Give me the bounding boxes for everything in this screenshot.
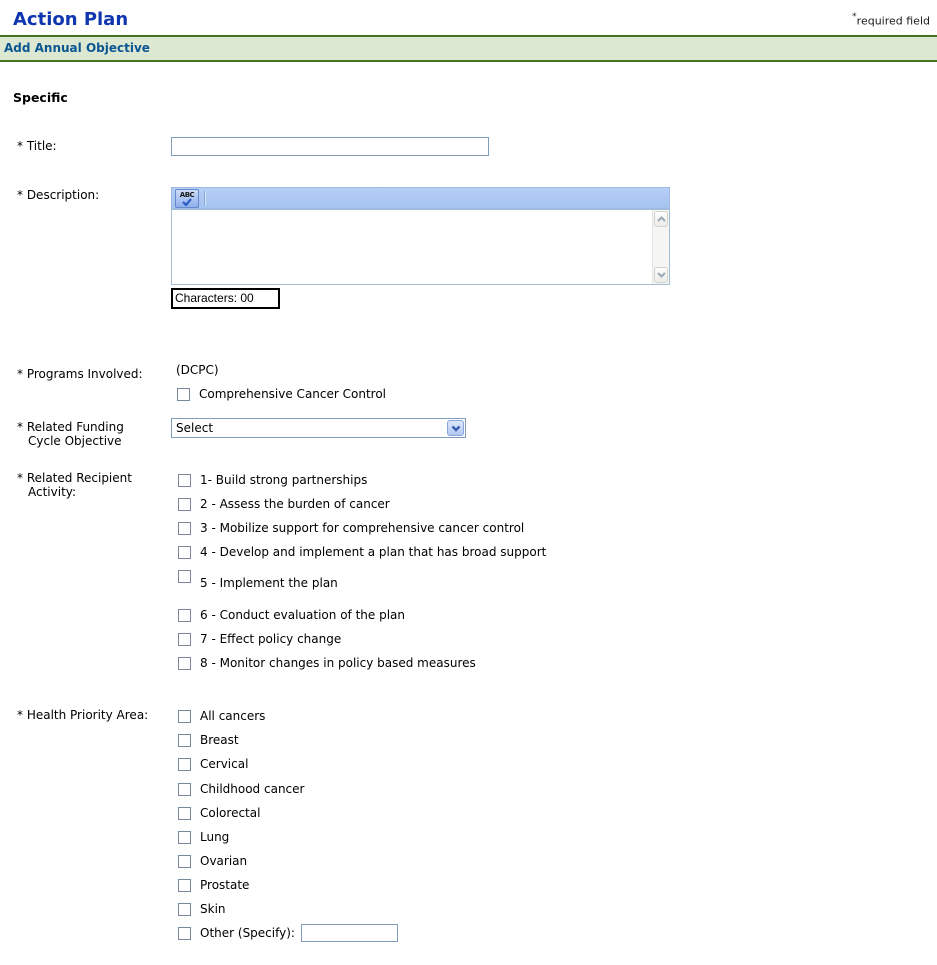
checkbox[interactable] bbox=[178, 474, 191, 487]
chevron-down-icon bbox=[657, 272, 666, 278]
toolbar-separator bbox=[204, 191, 205, 206]
related-recipient-label-line2: Activity: bbox=[28, 485, 77, 499]
spellcheck-button[interactable] bbox=[175, 189, 199, 208]
checkbox-label: Breast bbox=[200, 733, 239, 747]
title-input[interactable] bbox=[171, 137, 489, 156]
checkbox-label: 2 - Assess the burden of cancer bbox=[200, 497, 390, 511]
priority-option-all-cancers bbox=[178, 709, 265, 723]
checkbox-label: 7 - Effect policy change bbox=[200, 632, 342, 646]
specific-heading: Specific bbox=[13, 90, 68, 105]
related-funding-label-line2: Cycle Objective bbox=[28, 434, 122, 448]
priority-option-cervical bbox=[178, 757, 248, 771]
other-specify-input[interactable] bbox=[301, 924, 398, 942]
priority-option-childhood-cancer bbox=[178, 782, 304, 796]
description-editor bbox=[171, 209, 670, 285]
description-textarea[interactable] bbox=[172, 210, 652, 284]
checkbox-label: Cervical bbox=[200, 757, 249, 771]
checkbox-label: 1- Build strong partnerships bbox=[200, 473, 368, 487]
activity-option-4 bbox=[178, 545, 546, 559]
checkbox[interactable] bbox=[178, 734, 191, 747]
title-label: * Title: bbox=[17, 139, 57, 153]
priority-option-lung bbox=[178, 830, 229, 844]
select-value: Select bbox=[176, 421, 214, 435]
checkbox[interactable] bbox=[177, 388, 190, 401]
checkmark-icon bbox=[182, 198, 192, 206]
chevron-up-icon bbox=[657, 216, 666, 222]
activity-option-1 bbox=[178, 473, 367, 487]
priority-option-ovarian bbox=[178, 854, 247, 868]
editor-scrollbar[interactable] bbox=[652, 210, 669, 284]
activity-option-5 bbox=[178, 570, 338, 590]
checkbox-label: Comprehensive Cancer Control bbox=[199, 387, 387, 401]
checkbox-label: 4 - Develop and implement a plan that has broad support bbox=[200, 545, 547, 559]
checkbox[interactable] bbox=[178, 927, 191, 940]
chevron-down-icon bbox=[451, 425, 461, 432]
activity-option-3 bbox=[178, 521, 524, 535]
checkbox-label: Colorectal bbox=[200, 806, 261, 820]
dcpc-group-label: (DCPC) bbox=[176, 363, 219, 377]
checkbox[interactable] bbox=[178, 879, 191, 892]
checkbox[interactable] bbox=[178, 633, 191, 646]
checkbox[interactable] bbox=[178, 855, 191, 868]
checkbox[interactable] bbox=[178, 609, 191, 622]
checkbox-label: Childhood cancer bbox=[200, 782, 305, 796]
select-arrow-button[interactable] bbox=[447, 420, 464, 436]
priority-option-other bbox=[178, 924, 398, 942]
checkbox[interactable] bbox=[178, 710, 191, 723]
char-counter: Characters: 00 bbox=[171, 288, 280, 309]
activity-option-8 bbox=[178, 656, 476, 670]
activity-option-7 bbox=[178, 632, 341, 646]
programs-involved-label: * Programs Involved: bbox=[17, 367, 143, 381]
related-funding-label bbox=[17, 420, 124, 448]
activity-option-2 bbox=[178, 497, 390, 511]
checkbox[interactable] bbox=[178, 783, 191, 796]
checkbox-label: 8 - Monitor changes in policy based measures bbox=[200, 656, 476, 670]
checkbox-label: Lung bbox=[200, 830, 230, 844]
description-label: * Description: bbox=[17, 188, 100, 202]
checkbox[interactable] bbox=[178, 570, 191, 583]
checkbox-label: 5 - Implement the plan bbox=[200, 576, 338, 590]
checkbox[interactable] bbox=[178, 903, 191, 916]
checkbox[interactable] bbox=[178, 807, 191, 820]
section-bar-label: Add Annual Objective bbox=[4, 41, 150, 55]
activity-option-6 bbox=[178, 608, 405, 622]
editor-toolbar bbox=[171, 187, 670, 209]
required-field-text: required field bbox=[856, 14, 930, 28]
required-field-note bbox=[852, 13, 930, 28]
related-funding-label-line1: * Related Funding bbox=[17, 420, 124, 434]
checkbox[interactable] bbox=[178, 758, 191, 771]
abc-spellcheck-icon: ABC bbox=[179, 190, 195, 199]
checkbox[interactable] bbox=[178, 522, 191, 535]
checkbox-label: 3 - Mobilize support for comprehensive cancer control bbox=[200, 521, 525, 535]
checkbox-label: Other (Specify): bbox=[200, 926, 295, 940]
checkbox[interactable] bbox=[178, 831, 191, 844]
checkbox-label: Prostate bbox=[200, 878, 250, 892]
page-title: Action Plan bbox=[13, 9, 129, 30]
priority-option-skin bbox=[178, 902, 226, 916]
related-recipient-activity-label bbox=[17, 471, 132, 499]
checkbox[interactable] bbox=[178, 657, 191, 670]
related-funding-select[interactable] bbox=[171, 418, 466, 438]
priority-option-prostate bbox=[178, 878, 249, 892]
scroll-down-button[interactable] bbox=[654, 267, 668, 283]
health-priority-area-label: * Health Priority Area: bbox=[17, 708, 149, 722]
section-bar bbox=[0, 35, 937, 62]
programs-option-comprehensive-cancer-control bbox=[177, 387, 386, 401]
scroll-up-button[interactable] bbox=[654, 211, 668, 227]
checkbox-label: Ovarian bbox=[200, 854, 248, 868]
checkbox-label: Skin bbox=[200, 902, 226, 916]
checkbox-label: All cancers bbox=[200, 709, 266, 723]
priority-option-colorectal bbox=[178, 806, 260, 820]
checkbox[interactable] bbox=[178, 498, 191, 511]
priority-option-breast bbox=[178, 733, 239, 747]
required-asterisk: * bbox=[852, 12, 857, 22]
checkbox-label: 6 - Conduct evaluation of the plan bbox=[200, 608, 405, 622]
related-recipient-label-line1: * Related Recipient bbox=[17, 471, 132, 485]
checkbox[interactable] bbox=[178, 546, 191, 559]
